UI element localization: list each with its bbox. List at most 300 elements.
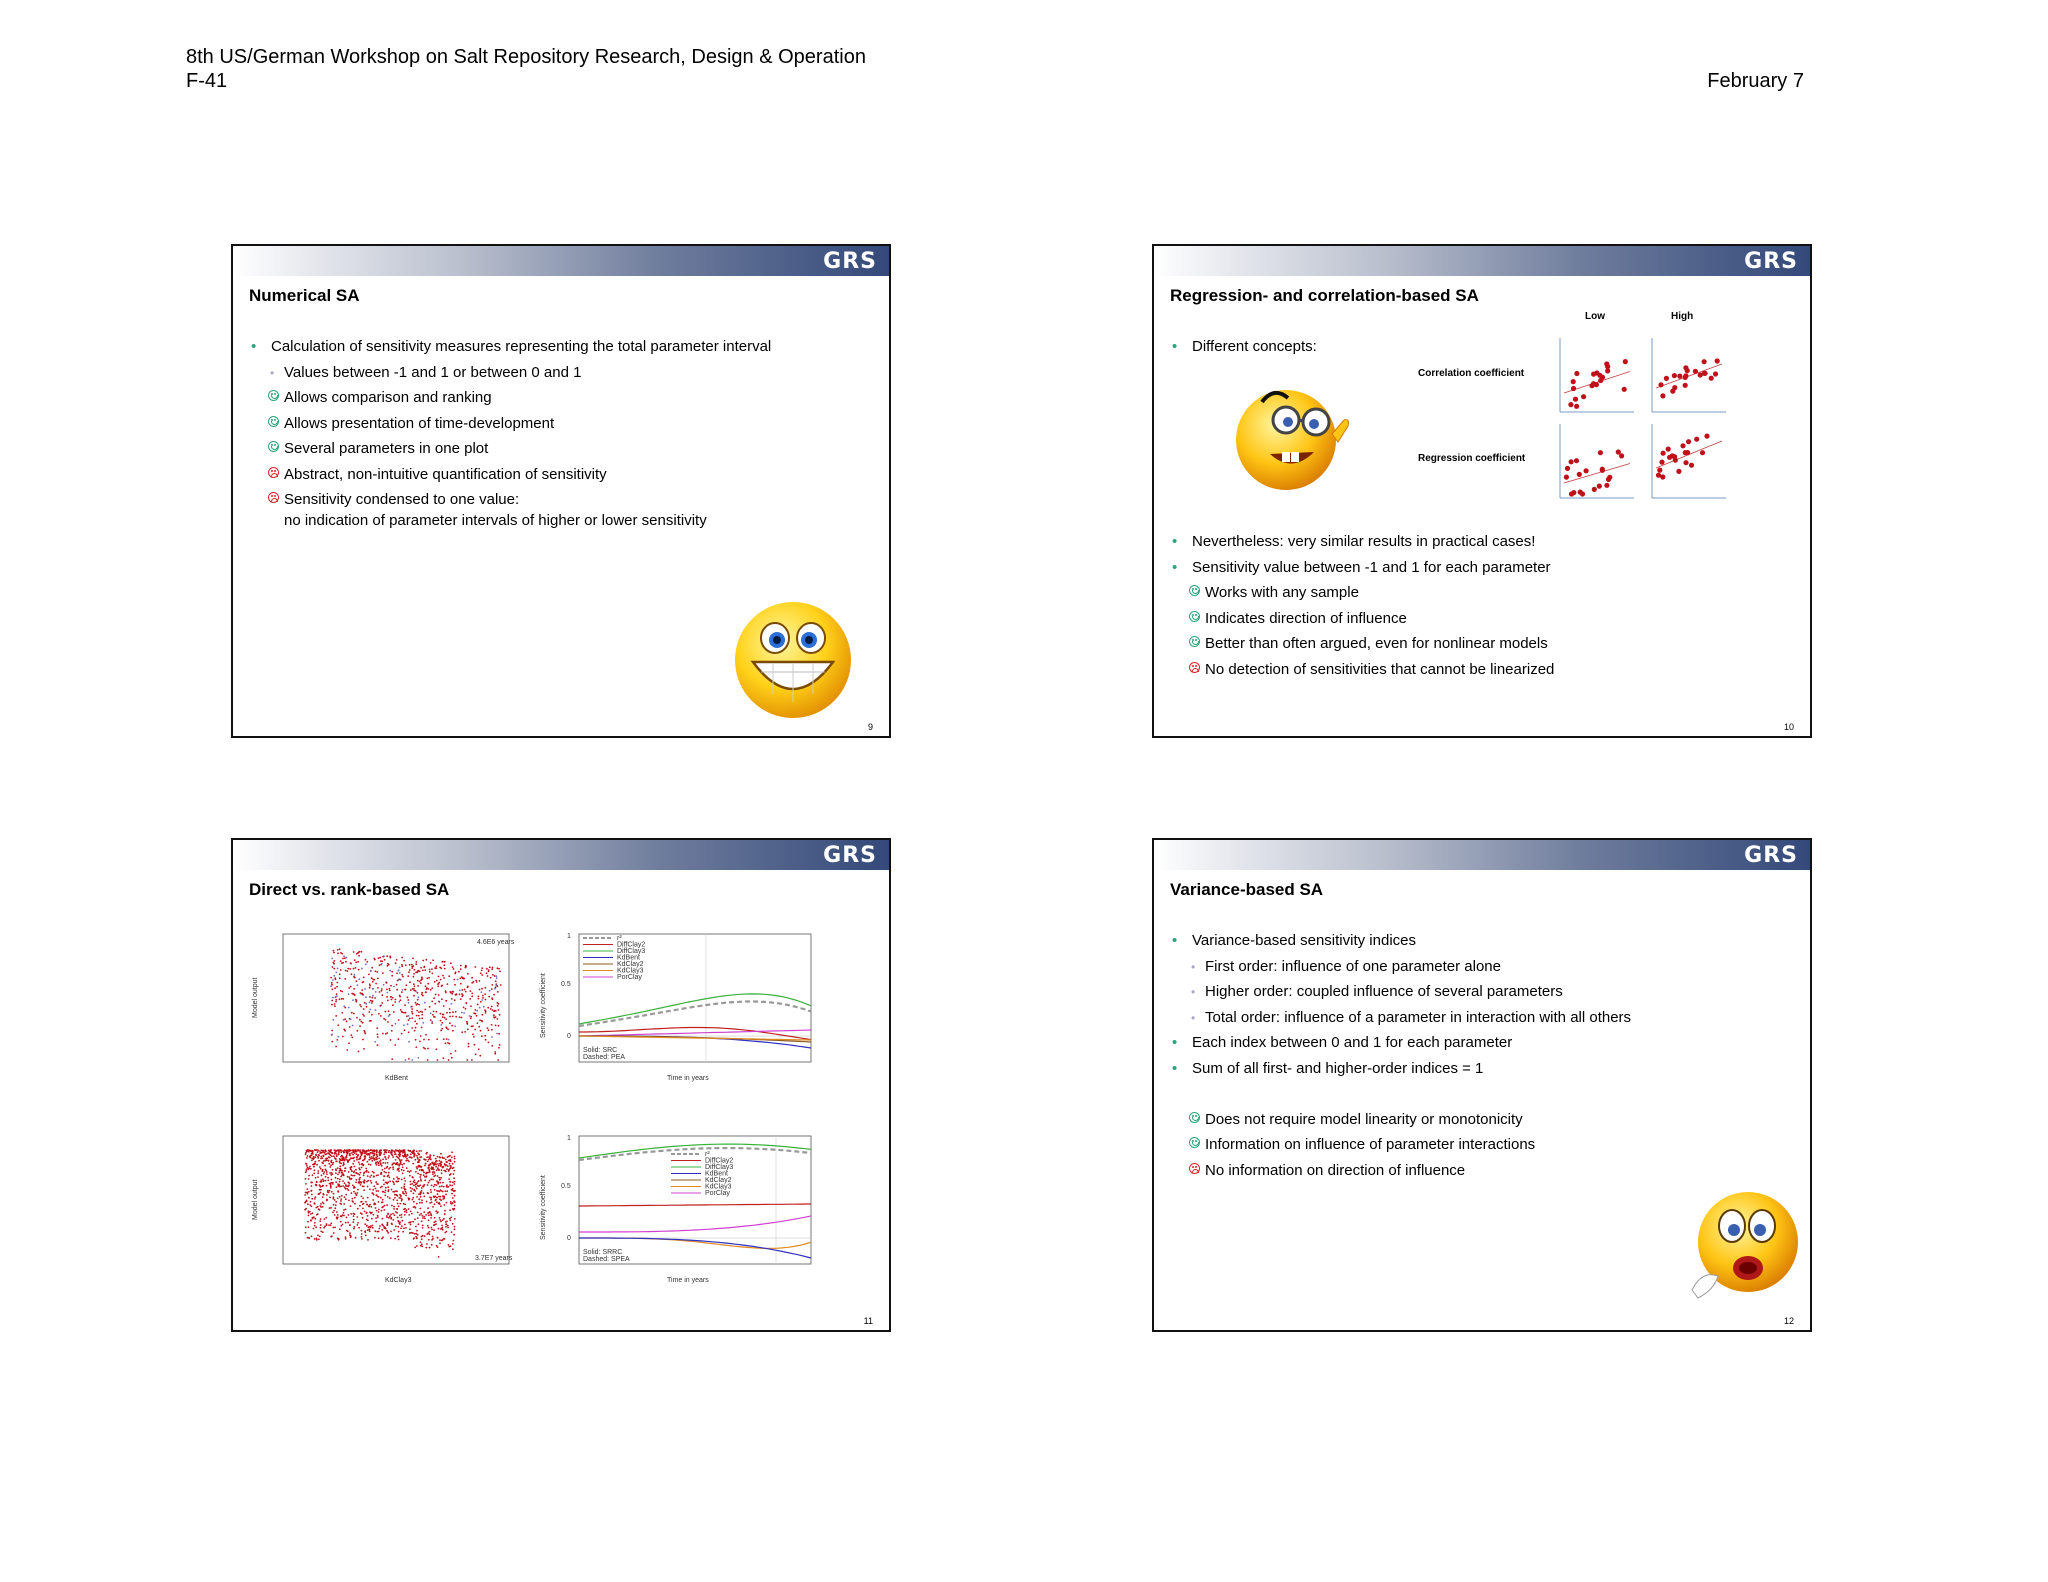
series-line — [579, 1002, 811, 1027]
scatter-point — [413, 1189, 415, 1191]
scatter-point — [360, 1184, 362, 1186]
scatter-point — [400, 1228, 402, 1230]
scatter-point — [413, 995, 415, 997]
scatter-point — [492, 1009, 494, 1011]
scatter-point — [332, 979, 334, 981]
scatter-point — [377, 1036, 379, 1038]
scatter-point — [399, 1223, 401, 1225]
scatter-point — [1666, 447, 1671, 452]
scatter-point — [429, 971, 431, 973]
scatter-point — [343, 1203, 345, 1205]
scatter-point — [454, 973, 456, 975]
scatter-point — [409, 969, 411, 971]
scatter-point — [439, 1242, 441, 1244]
scatter-point — [421, 1199, 423, 1201]
scatter-point — [446, 1186, 448, 1188]
scatter-point — [351, 1178, 353, 1180]
scatter-point — [437, 1175, 439, 1177]
scatter-point — [362, 1208, 364, 1210]
scatter-point — [439, 1163, 441, 1165]
scatter-point — [446, 1027, 448, 1029]
scatter-point — [412, 1153, 414, 1155]
scatter-point — [360, 1021, 362, 1023]
scatter-point — [387, 1186, 389, 1188]
scatter-point — [387, 1232, 389, 1234]
scatter-point — [403, 1163, 405, 1165]
scatter-point — [305, 1154, 307, 1156]
scatter-point — [343, 1174, 345, 1176]
scatter-point — [499, 1044, 501, 1046]
scatter-point — [420, 1213, 422, 1215]
scatter-point — [356, 1017, 358, 1019]
scatter-point — [403, 1227, 405, 1229]
scatter-point — [451, 1189, 453, 1191]
scatter-point — [394, 1194, 396, 1196]
scatter-point — [378, 1196, 380, 1198]
scatter-point — [432, 1014, 434, 1016]
scatter-point — [308, 1215, 310, 1217]
scatter-point — [438, 1165, 440, 1167]
scatter-point — [359, 1163, 361, 1165]
scatter-point — [423, 1174, 425, 1176]
y-tick: 0 — [567, 1033, 571, 1040]
scatter-point — [441, 985, 443, 987]
scatter-point — [487, 975, 489, 977]
continuation-text: no indication of parameter intervals of higher or lower sensitivity — [284, 511, 707, 529]
scatter-point — [404, 1224, 406, 1226]
scatter-point — [406, 1015, 408, 1017]
scatter-point — [374, 1230, 376, 1232]
scatter-point — [387, 1224, 389, 1226]
scatter-point — [362, 1165, 364, 1167]
scatter-point — [322, 1231, 324, 1233]
scatter-point — [489, 966, 491, 968]
scatter-point — [417, 1217, 419, 1219]
scatter-point — [422, 970, 424, 972]
scatter-point — [354, 1166, 356, 1168]
scatter-point — [331, 1235, 333, 1237]
scatter-point — [481, 970, 483, 972]
scatter-point — [334, 960, 336, 962]
scatter-point — [364, 988, 366, 990]
scatter-point — [357, 961, 359, 963]
scatter-point — [414, 1030, 416, 1032]
scatter-point — [378, 1209, 380, 1211]
scatter-point — [317, 1170, 319, 1172]
scatter-point — [442, 1198, 444, 1200]
scatter-point — [368, 1226, 370, 1228]
scatter-point — [354, 1203, 356, 1205]
scatter-point — [486, 972, 488, 974]
scatter-point — [403, 960, 405, 962]
scatter-point — [451, 998, 453, 1000]
scatter-point — [391, 1164, 393, 1166]
scatter-point — [343, 955, 345, 957]
nerd-smiley-icon — [1230, 376, 1356, 492]
scatter-point — [310, 1213, 312, 1215]
bullet-concepts: • Different concepts: — [1192, 337, 1317, 357]
scatter-point — [443, 977, 445, 979]
scatter-point — [439, 1239, 441, 1241]
scatter-point — [342, 1036, 344, 1038]
scatter-point — [315, 1154, 317, 1156]
scatter-point — [349, 1234, 351, 1236]
series-line — [579, 1036, 811, 1040]
scatter-point — [341, 962, 343, 964]
scatter-point — [328, 1152, 330, 1154]
scatter-point — [447, 1165, 449, 1167]
scatter-point — [325, 1217, 327, 1219]
scatter-point — [315, 1161, 317, 1163]
scatter-point — [448, 1244, 450, 1246]
scatter-point — [398, 1157, 400, 1159]
scatter-point — [318, 1208, 320, 1210]
scatter-point — [425, 1034, 427, 1036]
scatter-point — [343, 1160, 345, 1162]
scatter-point — [363, 977, 365, 979]
scatter-point — [449, 1008, 451, 1010]
scatter-point — [409, 964, 411, 966]
page-code: F-41 — [186, 70, 228, 92]
scatter-point — [337, 1167, 339, 1169]
scatter-point — [340, 952, 342, 954]
scatter-point — [355, 1149, 357, 1151]
scatter-point — [320, 1224, 322, 1226]
smile-icon — [1189, 585, 1200, 596]
scatter-point — [394, 1214, 396, 1216]
scatter-point — [345, 1209, 347, 1211]
scatter-point — [404, 1188, 406, 1190]
scatter-point — [405, 1012, 407, 1014]
item-text: Several parameters in one plot — [284, 440, 489, 457]
scatter-point — [356, 1179, 358, 1181]
scatter-point — [375, 1207, 377, 1209]
scatter-point — [358, 978, 360, 980]
scatter-point — [337, 968, 339, 970]
scatter-point — [359, 1177, 361, 1179]
scatter-point — [330, 1182, 332, 1184]
scatter-point — [453, 979, 455, 981]
scatter-point — [345, 1198, 347, 1200]
scatter-point — [367, 1239, 369, 1241]
scatter-point — [398, 1038, 400, 1040]
scatter-point — [376, 1164, 378, 1166]
legend-label: PorClay — [705, 1190, 730, 1197]
scatter-point — [474, 1029, 476, 1031]
scatter-point — [327, 1158, 329, 1160]
scatter-point — [419, 1176, 421, 1178]
scatter-point — [430, 1163, 432, 1165]
scatter-point — [441, 1185, 443, 1187]
scatter-point — [482, 997, 484, 999]
scatter-point — [346, 1188, 348, 1190]
scatter-point — [437, 1193, 439, 1195]
scatter-point — [328, 1150, 330, 1152]
scatter-point — [385, 982, 387, 984]
scatter-point — [355, 1237, 357, 1239]
scatter-point — [398, 1197, 400, 1199]
scatter-point — [344, 1196, 346, 1198]
scatter-point — [442, 1196, 444, 1198]
scatter-point — [341, 1195, 343, 1197]
scatter-point — [396, 1176, 398, 1178]
col-high-label: High — [1671, 311, 1694, 322]
scatter-point — [419, 1156, 421, 1158]
scatter-point — [325, 1176, 327, 1178]
scatter-point — [461, 1017, 463, 1019]
scatter-point — [444, 1204, 446, 1206]
scatter-point — [305, 1171, 307, 1173]
scatter-point — [411, 1017, 413, 1019]
scatter-point — [369, 1002, 371, 1004]
scatter-point — [384, 1168, 386, 1170]
scatter-point — [497, 985, 499, 987]
scatter-point — [427, 1207, 429, 1209]
scatter-point — [1683, 450, 1688, 455]
scatter-point — [385, 1158, 387, 1160]
scatter-point — [337, 949, 339, 951]
scatter-point — [324, 1154, 326, 1156]
scatter-point — [475, 1053, 477, 1055]
scatter-point — [351, 1192, 353, 1194]
scatter-point — [357, 1189, 359, 1191]
scatter-point — [343, 1151, 345, 1153]
scatter-point — [335, 1181, 337, 1183]
scatter-point — [439, 1217, 441, 1219]
scatter-point — [352, 1163, 354, 1165]
scatter-point — [466, 1059, 468, 1061]
scatter-point — [322, 1196, 324, 1198]
scatter-point — [1577, 472, 1582, 477]
scatter-point — [348, 1171, 350, 1173]
legend-label: KdClay3 — [617, 967, 644, 975]
scatter-point — [383, 1175, 385, 1177]
scatter-point — [393, 1183, 395, 1185]
scatter-point — [321, 1175, 323, 1177]
scatter-point — [440, 1221, 442, 1223]
pro-item — [284, 388, 492, 408]
scatter-point — [419, 1208, 421, 1210]
con-item — [1205, 660, 1554, 680]
legend-label: KdClay3 — [705, 1183, 732, 1191]
scatter-point — [335, 1046, 337, 1048]
scatter-point — [340, 1198, 342, 1200]
scatter-point — [380, 1159, 382, 1161]
scatter-point — [366, 1181, 368, 1183]
scatter-point — [434, 1003, 436, 1005]
scatter-point — [353, 1219, 355, 1221]
scatter-point — [311, 1160, 313, 1162]
scatter-point — [367, 1175, 369, 1177]
scatter-point — [423, 1184, 425, 1186]
scatter-point — [326, 1171, 328, 1173]
scatter-point — [370, 1158, 372, 1160]
legend — [671, 1151, 733, 1197]
scatter-point — [444, 1210, 446, 1212]
scatter-point — [452, 1030, 454, 1032]
scatter-point — [436, 980, 438, 982]
scatter-point — [353, 1191, 355, 1193]
scatter-point — [404, 1214, 406, 1216]
scatter-point — [318, 1150, 320, 1152]
scatter-point — [444, 1213, 446, 1215]
scatter-point — [368, 1163, 370, 1165]
scatter-point — [365, 963, 367, 965]
scatter-point — [438, 1228, 440, 1230]
scatter-point — [380, 1015, 382, 1017]
scatter-point — [334, 1149, 336, 1151]
scatter-point — [479, 980, 481, 982]
scatter-point — [306, 1188, 308, 1190]
scatter-point — [434, 1189, 436, 1191]
scatter-point — [320, 1231, 322, 1233]
scatter-point — [335, 1201, 337, 1203]
scatter-point — [417, 1212, 419, 1214]
scatter-point — [330, 1184, 332, 1186]
slide-variance-sa — [1152, 838, 1812, 1332]
scatter-point — [374, 1153, 376, 1155]
scatter-point — [366, 961, 368, 963]
scatter-point — [386, 1230, 388, 1232]
y-axis-label: Model output — [252, 1179, 259, 1220]
con-item — [284, 490, 519, 510]
scatter-point — [365, 996, 367, 998]
scatter-point — [320, 1186, 322, 1188]
scatter-point — [405, 1154, 407, 1156]
y-tick: 1 — [567, 933, 571, 940]
scatter-point — [387, 1175, 389, 1177]
scatter-point — [393, 1229, 395, 1231]
scatter-point — [380, 1197, 382, 1199]
scatter-point — [438, 976, 440, 978]
scatter-point — [415, 1186, 417, 1188]
scatter-point — [339, 998, 341, 1000]
scatter-point — [342, 998, 344, 1000]
scatter-point — [1664, 376, 1669, 381]
scatter-point — [453, 1200, 455, 1202]
scatter-point — [449, 1174, 451, 1176]
scatter-point — [495, 1010, 497, 1012]
workshop-title: 8th US/German Workshop on Salt Repository Research, Design & Operation — [186, 46, 866, 68]
scatter-point — [369, 1188, 371, 1190]
scatter-point — [452, 1202, 454, 1204]
grinning-smiley-icon — [731, 598, 855, 722]
scatter-point — [341, 1170, 343, 1172]
scatter-point — [496, 1033, 498, 1035]
scatter-point — [308, 1237, 310, 1239]
scatter-point — [401, 1187, 403, 1189]
scatter-point — [450, 1165, 452, 1167]
scatter-point — [453, 1209, 455, 1211]
scatter-point — [377, 1174, 379, 1176]
scatter-point — [330, 1174, 332, 1176]
scatter-point — [314, 1196, 316, 1198]
scatter-point — [410, 1187, 412, 1189]
scatter-point — [364, 1153, 366, 1155]
y-tick: 1 — [567, 1135, 571, 1142]
scatter-point — [344, 1186, 346, 1188]
scatter-point — [353, 988, 355, 990]
legend-label: r² — [705, 1151, 710, 1158]
scatter-point — [395, 999, 397, 1001]
scatter-point — [453, 1167, 455, 1169]
scatter-point — [433, 1162, 435, 1164]
scatter-point — [338, 1172, 340, 1174]
scatter-point — [428, 1039, 430, 1041]
scatter-point — [1592, 487, 1597, 492]
scatter-point — [404, 1029, 406, 1031]
scatter-point — [495, 980, 497, 982]
scatter-point — [314, 1225, 316, 1227]
scatter-point — [352, 1025, 354, 1027]
scatter-point — [488, 1029, 490, 1031]
scatter-point — [441, 961, 443, 963]
scatter-point — [371, 1014, 373, 1016]
scatter-point — [419, 1041, 421, 1043]
scatter-point — [430, 1214, 432, 1216]
scatter-point — [318, 1238, 320, 1240]
scatter-point — [433, 1224, 435, 1226]
scatter-point — [390, 996, 392, 998]
scatter-point — [424, 1002, 426, 1004]
scatter-point — [369, 1230, 371, 1232]
scatter-point — [387, 1021, 389, 1023]
scatter-point — [336, 1211, 338, 1213]
scatter-point — [412, 958, 414, 960]
scatter-point — [337, 1036, 339, 1038]
scatter-point — [399, 967, 401, 969]
scatter-point — [437, 1183, 439, 1185]
item-text: No information on direction of influence — [1205, 1161, 1466, 1179]
scatter-point — [394, 1153, 396, 1155]
scatter-point — [498, 1009, 500, 1011]
scatter-point — [433, 1196, 435, 1198]
scatter-point — [413, 976, 415, 978]
scatter-point — [344, 1018, 346, 1020]
scatter-point — [452, 1223, 454, 1225]
scatter-point — [409, 1156, 411, 1158]
scatter-point — [449, 1184, 451, 1186]
scatter-point — [436, 1201, 438, 1203]
scatter-point — [412, 1013, 414, 1015]
smile-icon — [1189, 636, 1200, 647]
scatter-point — [495, 975, 497, 977]
scatter-point — [431, 1201, 433, 1203]
legend-label: r² — [617, 935, 622, 942]
scatter-point — [431, 973, 433, 975]
scatter-point — [1672, 373, 1677, 378]
scatter-point — [346, 1230, 348, 1232]
scatter-point — [369, 1176, 371, 1178]
scatter-point — [373, 1176, 375, 1178]
scatter-point — [435, 965, 437, 967]
scatter-point — [379, 957, 381, 959]
scatter-point — [464, 1031, 466, 1033]
scatter-point — [338, 1152, 340, 1154]
scatter-point — [412, 1176, 414, 1178]
scatter-point — [403, 1186, 405, 1188]
scatter-point — [306, 1157, 308, 1159]
scatter-point — [382, 1162, 384, 1164]
scatter-point — [407, 1170, 409, 1172]
scatter-point — [334, 1199, 336, 1201]
scatter-point — [324, 1218, 326, 1220]
scatter-point — [424, 1176, 426, 1178]
scatter-point — [422, 1227, 424, 1229]
scatter-point — [491, 1024, 493, 1026]
scatter-point — [350, 986, 352, 988]
scatter-point — [467, 973, 469, 975]
